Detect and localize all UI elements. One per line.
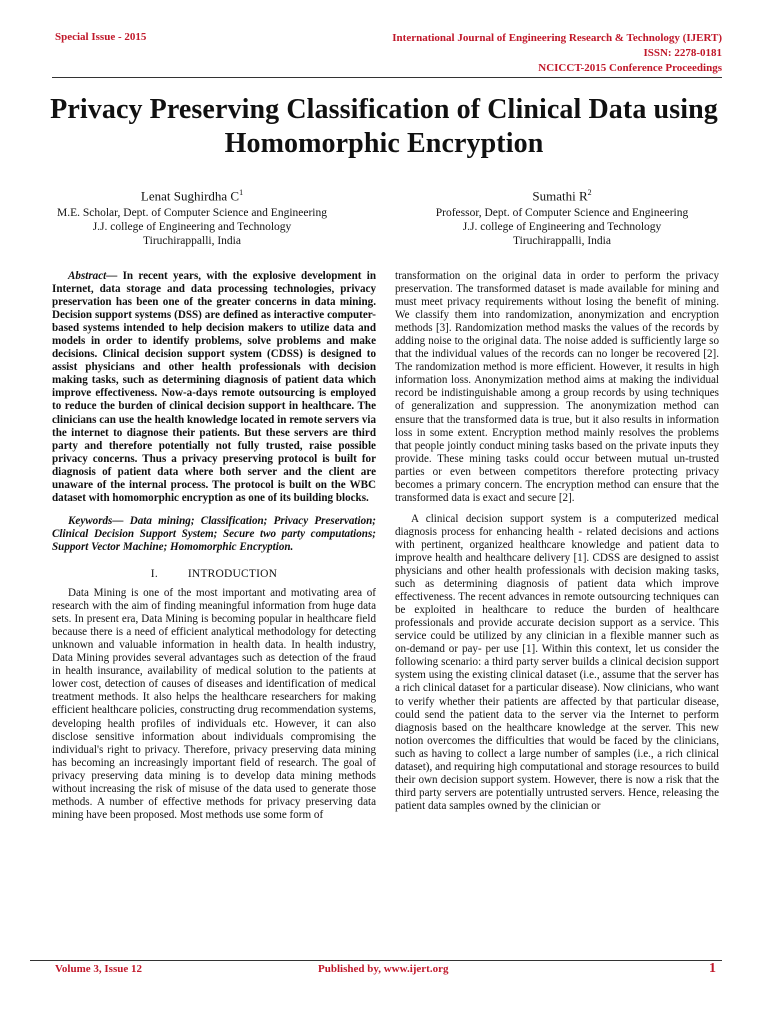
author-name: Sumathi $R^2$ (532, 188, 592, 204)
right-column (395, 270, 719, 813)
author-block-2 (397, 186, 727, 248)
section-heading-introduction (52, 568, 376, 581)
keywords-label: Keywords— (68, 514, 124, 527)
journal-name: International Journal of Engineering Research & Technology (IJERT) (392, 32, 722, 44)
author-location: Tiruchirappalli, India (143, 235, 241, 248)
author-college: J.J. college of Engineering and Technology (462, 221, 662, 234)
author-block-1 (27, 186, 357, 248)
footer-publisher-link[interactable]: Published by, www.ijert.org (318, 963, 449, 975)
author-affiliation: Professor, Dept. of Computer Science and Engineering (435, 207, 689, 220)
author-affiliation: M.E. Scholar, Dept. of Computer Science and Engineering (56, 207, 328, 220)
paper-title: Privacy Preserving Classification of Clinical Data using Homomorphic Encryption (50, 94, 718, 159)
header-special-issue: Special Issue - 2015 (55, 31, 147, 43)
header-journal-info (392, 31, 722, 76)
body-paragraph: A clinical decision support system is a computerized medical diagnosis process for enhancing health - related decisions and actions with pertinent, organized healthcare knowledge and patient data to improve health and healthcare delivery [1]. CDSS are designed to assist physicians and other health professionals with decision making tasks, such as determining diagnosis of patient data which improve effectiveness. The recent advances in remote outsourcing techniques can be exploited in healthcare to reduce the burden of healthcare professionals and provide accurate decision support as a service. This service could be utilized by any clinician in a flexible manner such as on-demand or pay- per use [1]. Within this context, let us consider the following scenario: a third party server builds a clinical decision support system using the existing clinical dataset (i.e., assume that the server has a rich clinical dataset for a particular disease). Now clinicians, who want to verify whether their patients are affected by that particular disease, could send the patient data to the server via the Internet to perform diagnosis based on the healthcare knowledge at the server. This new notion overcomes the difficulties that would be faced by the clinicians, such as having to collect a large number of samples (i.e., a rich clinical dataset), and requiring high computational and storage resources to build their own decision support system. However, there is now a risk that the third party servers are potentially untrusted servers. Hence, releasing the patient data samples owned by the clinician or (395, 512, 719, 812)
keywords (52, 515, 376, 554)
footer-volume: Volume 3, Issue 12 (55, 963, 142, 975)
abstract-label: Abstract— (68, 270, 118, 282)
author-superscript: 1 (239, 188, 244, 197)
author-location: Tiruchirappalli, India (513, 235, 611, 248)
page-number: 1 (709, 961, 716, 976)
author-name: Lenat Sughirdha $C^1$ (140, 188, 244, 204)
body-paragraph: transformation on the original data in order to perform the privacy preservation. The transformed dataset is made available for mining and must meet privacy requirements without losing the benefit of mining. We classify them into randomization, anonymization and encryption methods [3]. Randomization method masks the values of the records by adding noise to the original data. The noise added is sufficiently large so that the individual values of the records can no longer be recovered [2]. The randomization method is more efficient. However, it results in high information loss. Anonymization method aims at making the individual record be indistinguishable among a group records by using techniques of generalization and suppression. The anonymization method can ensure that the transformed data is true, but it also results in information loss in some extent. Encryption method mainly resolves the problems that people jointly conduct mining tasks based on the private inputs they provide. These mining tasks could occur between mutual un-trusted parties or even between competitors therefore protecting privacy becomes a primary concern. The encryption method can ensure that the transformed data is exact and secure [2]. (395, 270, 719, 504)
footer-rule (30, 960, 722, 961)
section-title: INTRODUCTION (187, 567, 278, 580)
left-column (52, 270, 376, 822)
conference-proceedings: NCICCT-2015 Conference Proceedings (538, 62, 722, 74)
abstract-text: In recent years, with the explosive development in Internet, data storage and data processing technologies, privacy preservation has been one of the greater concerns in data mining. Decision support systems (DSS) are defined as interactive computer-based systems intended to help decision makers to utilize data and models in order to identify problems, solve problems and make decisions. Clinical decision support system (CDSS) is designed to assist physicians and other health professionals with decision making tasks, such as determining diagnosis of patient data which improve effectiveness. Now-a-days remote outsourcing is employed to reduce the burden of clinical decision support in healthcare. The clinicians can use the health knowledge located in remote servers via the internet to diagnose their patients. But these servers are third party and therefore potentially not fully trusted, raise possible privacy concerns. Thus a privacy preserving protocol is built for diagnosis of patient data where both server and the client are unaware of the internal process. The protocol is built on the WBC dataset with homomorphic encryption as one of its building blocks. (52, 270, 376, 504)
section-number: I. (150, 567, 158, 580)
author-superscript: 2 (587, 188, 592, 197)
header-rule (52, 77, 722, 78)
author-college: J.J. college of Engineering and Technology (92, 221, 292, 234)
keywords-text: Data mining; Classification; Privacy Preservation; Clinical Decision Support System; Secure two party computations; Support Vector Machine; Homomorphic Encryption. (52, 514, 376, 553)
intro-paragraph: Data Mining is one of the most important and motivating area of research with the aim of finding meaningful information from huge data sets. In present era, Data Mining is becoming popular in healthcare field because there is a need of efficient analytical methodology for detecting unknown and valuable information in health data. In health industry, Data Mining provides several advantages such as detection of the fraud in health insurance, availability of medical solution to the patients at lower cost, detection of causes of diseases and identification of medical treatment methods. It also helps the healthcare researchers for making efficient healthcare policies, constructing drug recommendation systems, developing health profiles of individuals etc. However, it can also disclose sensitive information about individuals compromising the individual's right to privacy. Therefore, privacy preserving data mining has becoming an increasingly important field of research. The goal of privacy preserving data mining is to develop data mining methods without increasing the risk of misuse of the data used to generate those methods. A number of effective methods for privacy preserving data mining have been proposed. Most methods use some form of (52, 587, 376, 821)
abstract (52, 270, 376, 505)
journal-issn: ISSN: 2278-0181 (643, 47, 722, 59)
